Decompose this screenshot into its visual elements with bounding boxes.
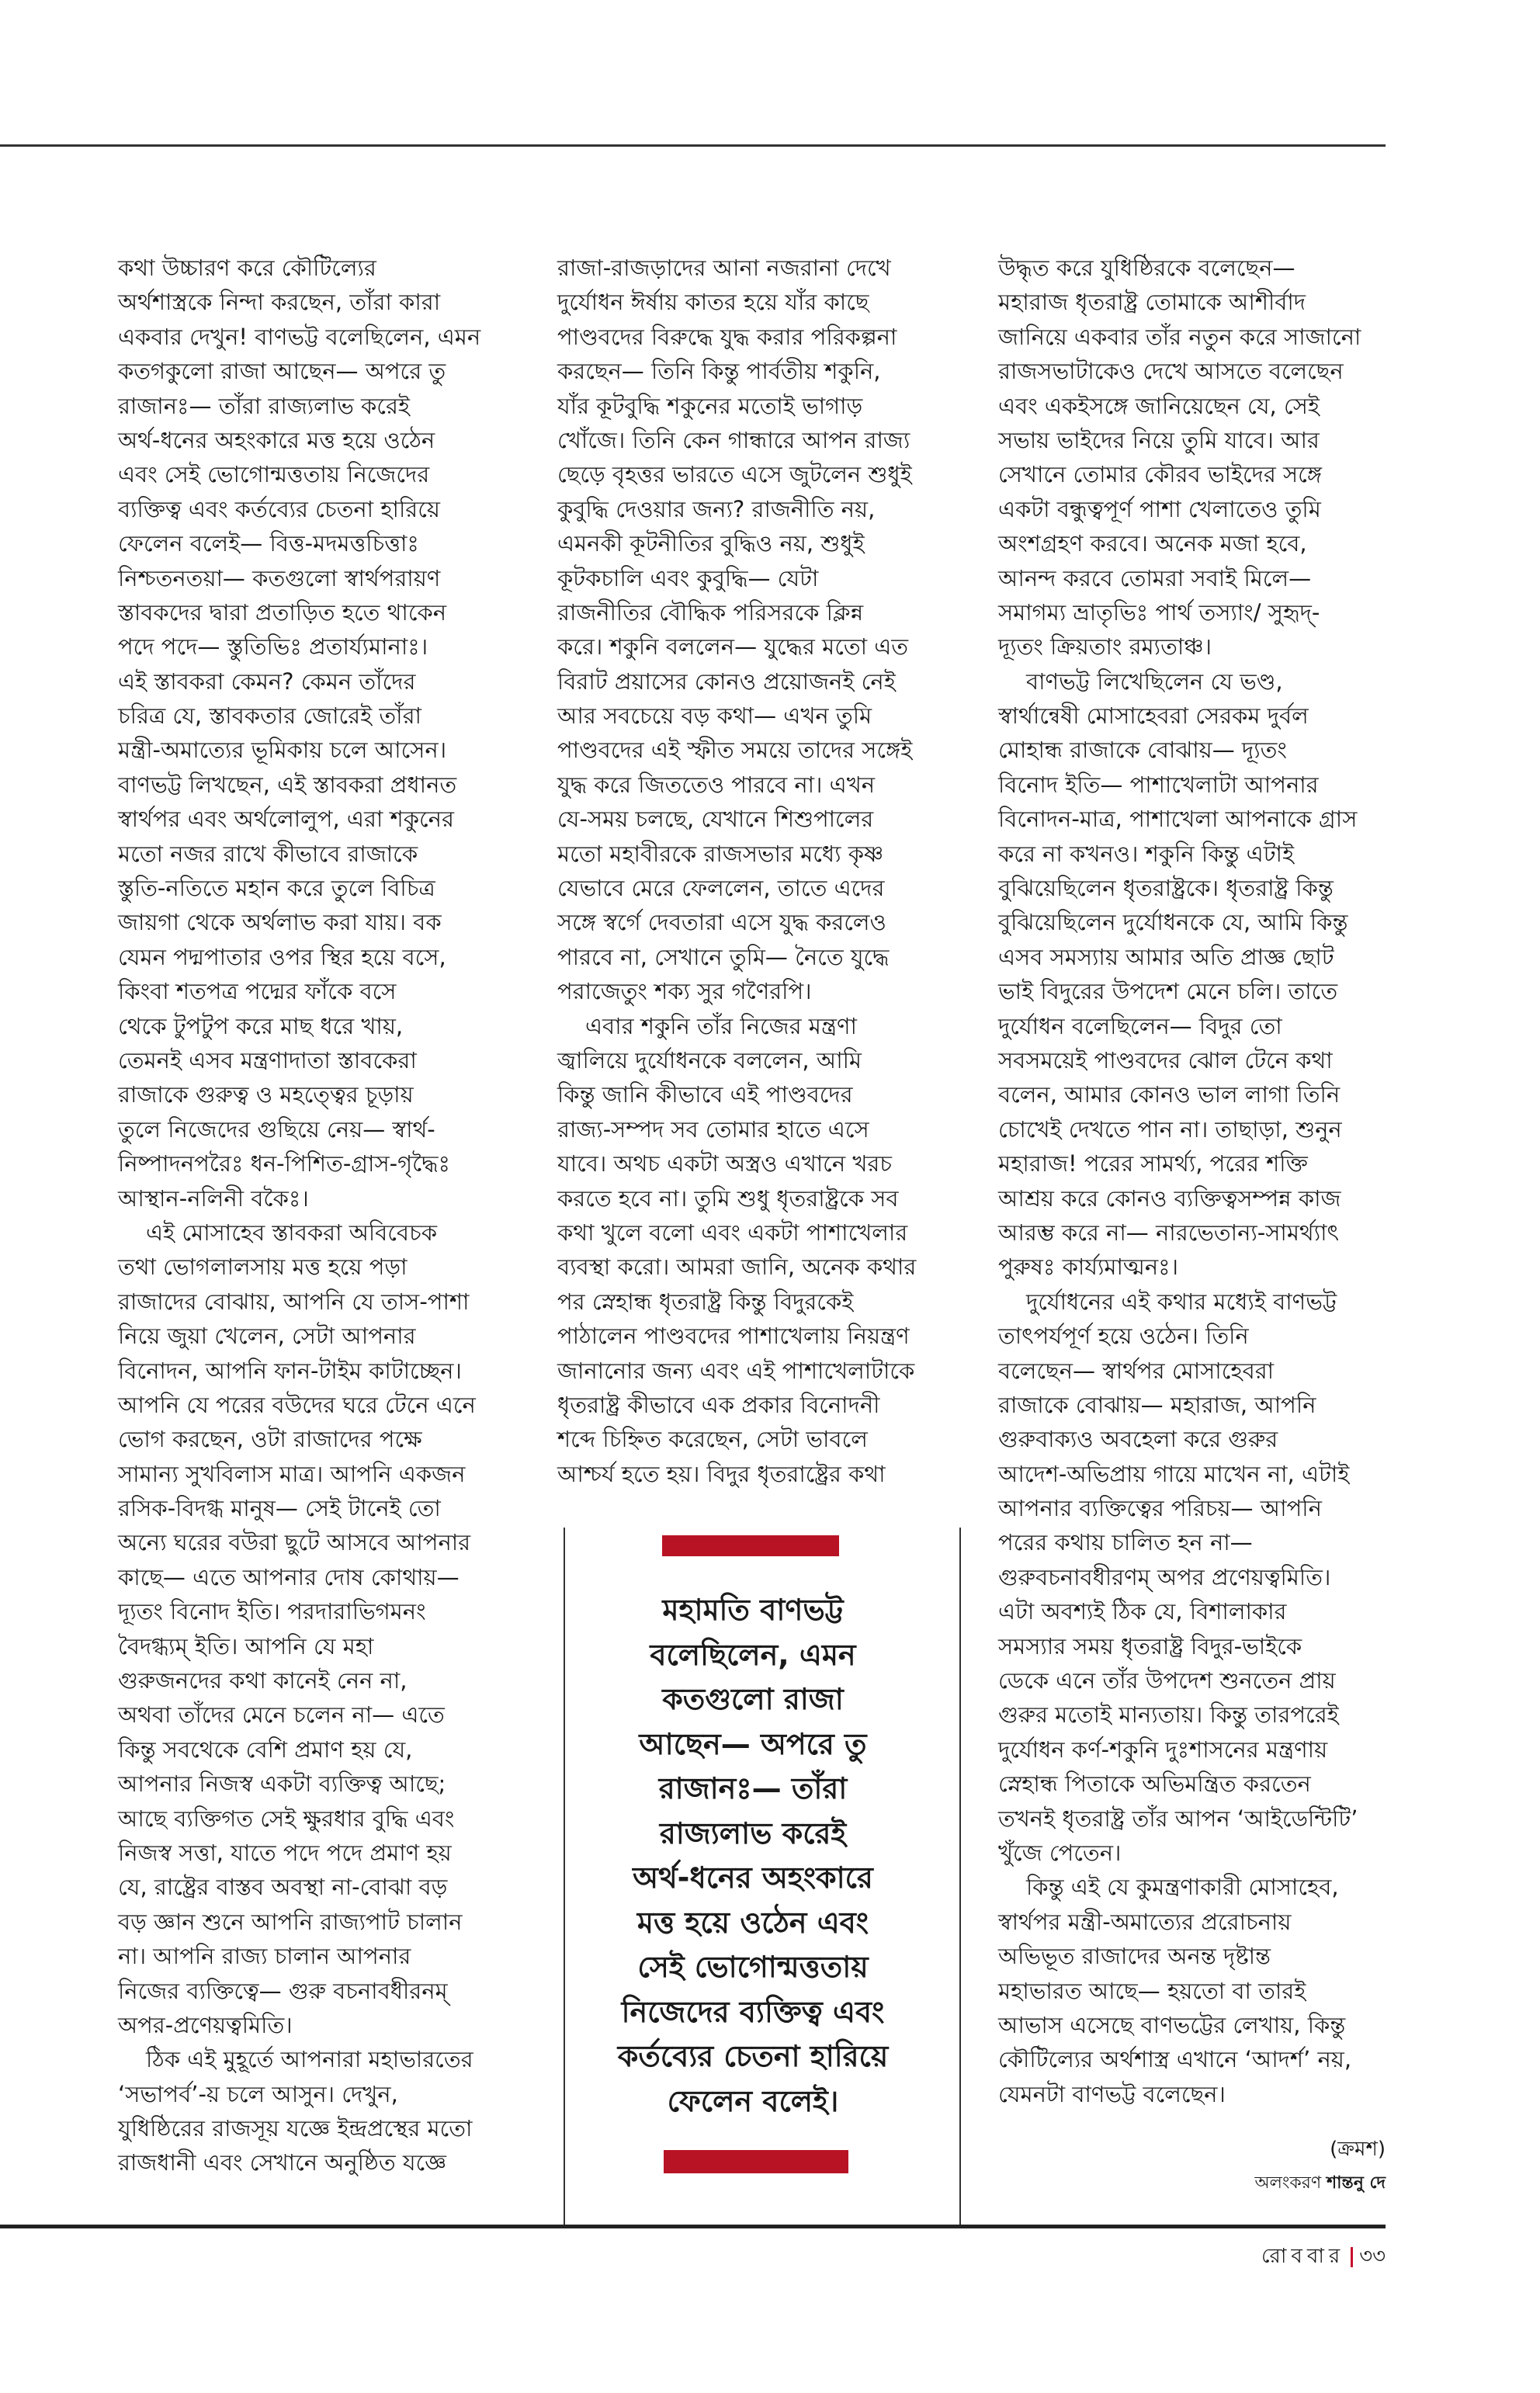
text-line: বুঝিয়েছিলেন ধৃতরাষ্ট্রকে। ধৃতরাষ্ট্র কিন্তু <box>998 875 1334 902</box>
text-line: রাজধানী এবং সেখানে অনুষ্ঠিত যজ্ঞে <box>118 2149 446 2176</box>
text-line: রাজাকে গুরুত্ব ও মহত্ত্বের চূড়ায় <box>118 1081 414 1108</box>
text-line: চরিত্র যে, স্তাবকতার জোরেই তাঁরা <box>118 702 421 730</box>
text-line: বাণভট্ট লিখেছিলেন যে ভণ্ড, <box>1026 668 1283 695</box>
text-line: বলেছেন— স্বার্থপর মোসাহেবরা <box>998 1357 1275 1384</box>
text-line: মহামতি বাণভট্ট <box>662 1593 844 1627</box>
text-line: মন্ত্রী-অমাত্যের ভূমিকায় চলে আসেন। <box>118 737 447 764</box>
text-line: নিজস্ব সত্তা, যাতে পদে পদে প্রমাণ হয় <box>118 1839 452 1866</box>
continued-label: (ক্রমশ) <box>1330 2138 1386 2161</box>
text-line: এই মোসাহেব স্তাবকরা অবিবেচক <box>146 1219 438 1246</box>
text-line: অথবা তাঁদের মেনে চলেন না— এতে <box>118 1701 445 1729</box>
text-line: আনন্দ করবে তোমরা সবাই মিলে— <box>998 564 1312 591</box>
text-line: এমনকী কূটনীতির বুদ্ধিও নয়, শুধুই <box>557 530 865 557</box>
text-line: ফেলেন বলেই। <box>667 2083 839 2118</box>
pull-quote <box>574 1588 931 2124</box>
text-line: নিষ্পাদনপরৈঃ ধন-পিশিত-গ্রাস-গৃদ্ধৈঃ <box>118 1150 450 1177</box>
text-line: উদ্ধৃত করে যুধিষ্ঠিরকে বলেছেন— <box>998 255 1295 281</box>
text-line: ধৃতরাষ্ট্র কীভাবে এক প্রকার বিনোদনী <box>557 1391 880 1418</box>
text-line: নিজের ব্যক্তিত্বে— গুরু বচনাবধীরনম্ <box>118 1977 448 2004</box>
text-line: এবং সেই ভোগোন্মত্ততায় নিজেদের <box>118 461 430 488</box>
text-line: বিনোদ ইতি— পাশাখেলাটা আপনার <box>998 771 1319 798</box>
text-line: ডেকে এনে তাঁর উপদেশ শুনতেন প্রায় <box>998 1667 1336 1694</box>
text-line: শব্দে চিহ্নিত করেছেন, সেটা ভাবলে <box>557 1426 868 1453</box>
text-line: করে। শকুনি বললেন— যুদ্ধের মতো এত <box>557 633 909 661</box>
text-line: অংশগ্রহণ করবে। অনেক মজা হবে, <box>998 530 1307 557</box>
text-line: আরম্ভ করে না— নারভেতান্য-সামর্থ্যাৎ <box>998 1219 1340 1246</box>
text-line: গুরুবচনাবধীরণম্ অপর প্রণেয়ত্বমিতি। <box>998 1563 1331 1590</box>
text-line: থেকে টুপটুপ করে মাছ ধরে খায়, <box>118 1012 404 1039</box>
page-number: ৩৩ <box>1359 2245 1386 2268</box>
magazine-name: রোববার <box>1261 2245 1345 2268</box>
text-line: কৌটিল্যের অর্থশাস্ত্র এখানে ‘আদর্শ’ নয়, <box>998 2046 1352 2073</box>
text-line: অর্থ-ধনের অহংকারে মত্ত হয়ে ওঠেন <box>118 426 435 453</box>
text-line: যুধিষ্ঠিরের রাজসূয় যজ্ঞে ইন্দ্রপ্রস্থের মতো <box>118 2115 473 2142</box>
text-line: মহাভারত আছে— হয়তো বা তারই <box>998 1977 1306 2004</box>
text-line: বাণভট্ট লিখছেন, এই স্তাবকরা প্রধানত <box>118 771 457 798</box>
text-line: জানানোর জন্য এবং এই পাশাখেলাটাকে <box>557 1357 915 1384</box>
text-line: সেখানে তোমার কৌরব ভাইদের সঙ্গে <box>998 461 1323 488</box>
text-line: আশ্চর্য হতে হয়। বিদুর ধৃতরাষ্ট্রের কথা <box>557 1460 886 1487</box>
footer-separator <box>1351 2247 1353 2267</box>
text-line: পর স্নেহান্ধ ধৃতরাষ্ট্র কিন্তু বিদুরকেই <box>557 1288 854 1315</box>
text-line: ব্যক্তিত্ব এবং কর্তব্যের চেতনা হারিয়ে <box>118 495 440 522</box>
text-line: আছেন— অপরে তু <box>639 1726 867 1761</box>
text-line: কিংবা শতপত্র পদ্মের ফাঁকে বসে <box>118 978 397 1005</box>
text-line: এবার শকুনি তাঁর নিজের মন্ত্রণা <box>585 1012 857 1039</box>
text-line: এটা অবশ্যই ঠিক যে, বিশালাকার <box>998 1598 1287 1625</box>
text-line: আশ্রয় করে কোনও ব্যক্তিত্বসম্পন্ন কাজ <box>998 1184 1341 1212</box>
text-line: আপনার নিজস্ব একটা ব্যক্তিত্ব আছে; <box>118 1770 446 1798</box>
text-line: ছেড়ে বৃহত্তর ভারতে এসে জুটলেন শুধুই <box>557 461 912 488</box>
text-line: পারবে না, সেখানে তুমি— নৈতে যুদ্ধে <box>557 943 890 970</box>
text-line: ভোগ করছেন, ওটা রাজাদের পক্ষে <box>118 1426 422 1453</box>
text-line: যে, রাষ্ট্রের বাস্তব অবস্থা না-বোঝা বড় <box>118 1874 448 1901</box>
text-line: রাজানঃ— তাঁরা রাজ্যলাভ করেই <box>118 392 410 419</box>
article-column-1 <box>118 251 522 2180</box>
text-line: কাছে— এতে আপনার দোষ কোথায়— <box>118 1563 460 1590</box>
text-line: রাজা-রাজড়াদের আনা নজরানা দেখে <box>557 255 891 281</box>
text-line: সামান্য সুখবিলাস মাত্র। আপনি একজন <box>118 1460 466 1487</box>
text-line: রাজ্য-সম্পদ সব তোমার হাতে এসে <box>557 1115 869 1143</box>
text-line: যাবে। অথচ একটা অস্ত্রও এখানে খরচ <box>557 1150 893 1177</box>
pull-quote-top-bar <box>662 1535 839 1556</box>
text-line: সবসময়েই পাণ্ডবদের ঝোল টেনে কথা <box>998 1046 1333 1073</box>
top-rule <box>0 144 1386 147</box>
text-line: কতগুলো রাজা <box>662 1682 844 1716</box>
text-line: অপর-প্রণেয়ত্বমিতি। <box>118 2011 293 2038</box>
text-line: আছে ব্যক্তিগত সেই ক্ষুরধার বুদ্ধি এবং <box>118 1805 455 1832</box>
text-line: ‘সভাপর্ব’-য় চলে আসুন। দেখুন, <box>118 2080 398 2107</box>
text-line: সমাগম্য ভ্রাতৃভিঃ পার্থ তস্যাং/ সুহৃদ্- <box>998 598 1320 626</box>
text-line: কূটকচালি এবং কুবুদ্ধি— যেটা <box>557 564 819 591</box>
text-line: বিরাট প্রয়াসের কোনও প্রয়োজনই নেই <box>557 668 896 695</box>
text-line: কর্তব্যের চেতনা হারিয়ে <box>617 2039 889 2073</box>
text-line: করছেন— তিনি কিন্তু পার্বতীয় শকুনি, <box>557 358 881 385</box>
text-line: রাজনীতির বৌদ্ধিক পরিসরকে ক্লিন্ন <box>557 598 864 626</box>
text-line: দ্যূতং বিনোদ ইতি। পরদারাভিগমনং <box>118 1598 426 1625</box>
text-line: রাজ্যলাভ করেই <box>659 1816 847 1850</box>
text-line: সেই ভোগোন্মত্ততায় <box>637 1950 869 1984</box>
text-line: ভাই বিদুরের উপদেশ মেনে চলি। তাতে <box>998 978 1338 1005</box>
text-line: পাঠালেন পাণ্ডবদের পাশাখেলায় নিয়ন্ত্রণ <box>557 1323 910 1350</box>
text-line: রসিক-বিদগ্ধ মানুষ— সেই টানেই তো <box>118 1495 441 1522</box>
text-line: নিয়ে জুয়া খেলেন, সেটা আপনার <box>118 1323 416 1350</box>
text-line: সভায় ভাইদের নিয়ে তুমি যাবে। আর <box>998 426 1320 453</box>
text-line: বলেছিলেন, এমন <box>650 1637 856 1672</box>
text-line: আপনি যে পরের বউদের ঘরে টেনে এনে <box>118 1391 476 1418</box>
illustration-credit <box>1254 2169 1386 2198</box>
column-divider <box>564 1528 565 2226</box>
text-line: পদে পদে— স্তুতিভিঃ প্রতার্য্যমানাঃ। <box>118 633 428 661</box>
text-line: দুর্যোধন বলেছিলেন— বিদুর তো <box>998 1012 1282 1039</box>
text-line: যুদ্ধ করে জিততেও পারবে না। এখন <box>557 771 876 798</box>
text-line: পরের কথায় চালিত হন না— <box>998 1529 1253 1556</box>
text-line: যেমন পদ্মপাতার ওপর স্থির হয়ে বসে, <box>118 943 446 970</box>
text-line: ফেলেন বলেই— বিত্ত-মদমত্তচিত্তাঃ <box>118 530 419 557</box>
article-column-2 <box>557 251 953 1491</box>
text-line: খুঁজে পেতেন। <box>998 1839 1122 1866</box>
text-line: আদেশ-অভিপ্রায় গায়ে মাখেন না, এটাই <box>998 1460 1350 1487</box>
column-divider <box>959 1528 961 2226</box>
text-line: আপনার ব্যক্তিত্বের পরিচয়— আপনি <box>998 1495 1322 1522</box>
text-line: ঠিক এই মুহূর্তে আপনারা মহাভারতের <box>146 2046 473 2073</box>
text-line: তথা ভোগলালসায় মত্ত হয়ে পড়া <box>118 1254 408 1281</box>
text-line: পাণ্ডবদের বিরুদ্ধে যুদ্ধ করার পরিকল্পনা <box>557 323 897 350</box>
text-line: তখনই ধৃতরাষ্ট্র তাঁর আপন ‘আইডেন্টিটি’ <box>998 1805 1358 1832</box>
text-line: এই স্তাবকরা কেমন? কেমন তাঁদের <box>118 668 416 695</box>
credit-name: শান্তনু দে <box>1327 2173 1386 2193</box>
text-line: বড় জ্ঞান শুনে আপনি রাজ্যপাট চালান <box>118 1908 463 1935</box>
text-line: না। আপনি রাজ্য চালান আপনার <box>118 1943 411 1970</box>
text-line: সঙ্গে স্বর্গে দেবতারা এসে যুদ্ধ করলেও <box>557 909 886 936</box>
text-line: মোহান্ধ রাজাকে বোঝায়— দ্যূতং <box>998 737 1287 764</box>
pull-quote-bottom-bar <box>664 2150 848 2173</box>
text-line: এবং একইসঙ্গে জানিয়েছেন যে, সেই <box>998 392 1320 419</box>
text-line: বুঝিয়েছিলেন দুর্যোধনকে যে, আমি কিন্তু <box>998 909 1348 936</box>
text-line: স্নেহান্ধ পিতাকে অভিমন্ত্রিত করতেন <box>998 1770 1311 1798</box>
text-line: কথা খুলে বলো এবং একটা পাশাখেলার <box>557 1219 908 1246</box>
text-line: আভাস এসেছে বাণভট্টের লেখায়, কিন্তু <box>998 2011 1346 2038</box>
credit-label: অলংকরণ <box>1254 2173 1322 2193</box>
text-line: গুরুজনদের কথা কানেই নেন না, <box>118 1667 408 1694</box>
text-line: বিনোদন-মাত্র, পাশাখেলা আপনাকে গ্রাস <box>998 806 1358 833</box>
text-line: রাজানঃ— তাঁরা <box>658 1771 848 1805</box>
text-line: রাজাকে বোঝায়— মহারাজ, আপনি <box>998 1391 1316 1418</box>
text-line: কিন্তু সবথেকে বেশি প্রমাণ হয় যে, <box>118 1736 413 1763</box>
text-line: গুরুবাক্যও অবহেলা করে গুরুর <box>998 1426 1278 1453</box>
text-line: যেভাবে মেরে ফেললেন, তাতে এদের <box>557 875 885 902</box>
text-line: অর্থ-ধনের অহংকারে <box>633 1861 873 1895</box>
text-line: যেমনটা বাণভট্ট বলেছেন। <box>998 2080 1226 2107</box>
text-line: তুলে নিজেদের গুছিয়ে নেয়— স্বার্থ- <box>118 1115 435 1143</box>
text-line: জ্বালিয়ে দুর্যোধনকে বললেন, আমি <box>557 1046 862 1073</box>
text-line: মতো মহাবীরকে রাজসভার মধ্যে কৃষ্ণ <box>557 840 884 867</box>
text-line: নিশ্চতনতয়া— কতগুলো স্বার্থপরায়ণ <box>118 564 441 591</box>
text-line: পুরুষঃ কার্য্যমাত্মনঃ। <box>998 1254 1179 1281</box>
text-line: করে না কখনও। শকুনি কিন্তু এটাই <box>998 840 1295 867</box>
text-line: পরাজেতুং শক্য সুর গণৈরপি। <box>557 978 812 1005</box>
text-line: ব্যবস্থা করো। আমরা জানি, অনেক কথার <box>557 1254 917 1281</box>
text-line: অর্থশাস্ত্রকে নিন্দা করছেন, তাঁরা কারা <box>118 289 441 316</box>
text-line: পাণ্ডবদের এই স্ফীত সময়ে তাদের সঙ্গেই <box>557 737 913 764</box>
text-line: কুবুদ্ধি দেওয়ার জন্য? রাজনীতি নয়, <box>557 495 876 522</box>
text-line: দুর্যোধন কর্ণ-শকুনি দুঃশাসনের মন্ত্রণায় <box>998 1736 1328 1763</box>
text-line: এসব সমস্যায় আমার অতি প্রাজ্ঞ ছোট <box>998 943 1334 970</box>
text-line: আর সবচেয়ে বড় কথা— এখন তুমি <box>557 702 872 730</box>
text-line: কথা উচ্চারণ করে কৌটিল্যের <box>118 255 376 281</box>
text-line: একবার দেখুন! বাণভট্ট বলেছিলেন, এমন <box>118 323 481 350</box>
text-line: মহারাজ ধৃতরাষ্ট্র তোমাকে আশীর্বাদ <box>998 289 1306 316</box>
page-footer <box>1261 2240 1386 2274</box>
text-line: বৈদগ্ধ্যম্ ইতি। আপনি যে মহা <box>118 1632 374 1659</box>
text-line: স্তুতি-নতিতে মহান করে তুলে বিচিত্র <box>118 875 435 902</box>
text-line: স্তাবকদের দ্বারা প্রতাড়িত হতে থাকেন <box>118 598 447 626</box>
text-line: মত্ত হয়ে ওঠেন এবং <box>636 1905 869 1940</box>
text-line: বিনোদন, আপনি ফান-টাইম কাটাচ্ছেন। <box>118 1357 462 1384</box>
text-line: জানিয়ে একবার তাঁর নতুন করে সাজানো <box>998 323 1361 350</box>
text-line: তেমনই এসব মন্ত্রণাদাতা স্তাবকেরা <box>118 1046 417 1073</box>
text-line: মতো নজর রাখে কীভাবে রাজাকে <box>118 840 418 867</box>
text-line: রাজাদের বোঝায়, আপনি যে তাস-পাশা <box>118 1288 470 1315</box>
text-line: কিন্তু এই যে কুমন্ত্রণাকারী মোসাহেব, <box>1026 1874 1339 1901</box>
text-line: যাঁর কূটবুদ্ধি শকুনের মতোই ভাগাড় <box>557 392 863 419</box>
text-line: গুরুর মতোই মান্যতায়। কিন্তু তারপরেই <box>998 1701 1339 1729</box>
text-line: খোঁজে। তিনি কেন গান্ধারে আপন রাজ্য <box>557 426 910 453</box>
text-line: স্বার্থান্বেষী মোসাহেবরা সেরকম দুর্বল <box>998 702 1309 730</box>
text-line: একটা বন্ধুত্বপূর্ণ পাশা খেলাতেও তুমি <box>998 495 1321 522</box>
text-line: বলেন, আমার কোনও ভাল লাগা তিনি <box>998 1081 1341 1108</box>
text-line: সমস্যার সময় ধৃতরাষ্ট্র বিদুর-ভাইকে <box>998 1632 1302 1659</box>
text-line: অন্যে ঘরের বউরা ছুটে আসবে আপনার <box>118 1529 471 1556</box>
text-line: স্বার্থপর মন্ত্রী-অমাত্যের প্ররোচনায় <box>998 1908 1292 1935</box>
bottom-rule <box>0 2225 1386 2228</box>
text-line: যে-সময় চলছে, যেখানে শিশুপালের <box>557 806 874 833</box>
text-line: রাজসভাটাকেও দেখে আসতে বলেছেন <box>998 358 1344 385</box>
text-line: কতগকুলো রাজা আছেন— অপরে তু <box>118 358 446 385</box>
text-line: আস্থান-নলিনী বকৈঃ। <box>118 1184 309 1212</box>
text-line: নিজেদের ব্যক্তিত্ব এবং <box>621 1994 885 2029</box>
text-line: অভিভূত রাজাদের অনন্ত দৃষ্টান্ত <box>998 1943 1271 1970</box>
text-line: কিন্তু জানি কীভাবে এই পাণ্ডবদের <box>557 1081 853 1108</box>
text-line: দ্যূতং ক্রিয়তাং রম্যতাঞ্চ। <box>998 633 1212 661</box>
text-line: স্বার্থপর এবং অর্থলোলুপ, এরা শকুনের <box>118 806 454 833</box>
text-line: জায়গা থেকে অর্থলাভ করা যায়। বক <box>118 909 442 936</box>
text-line: করতে হবে না। তুমি শুধু ধৃতরাষ্ট্রকে সব <box>557 1184 899 1212</box>
text-line: তাৎপর্যপূর্ণ হয়ে ওঠেন। তিনি <box>998 1323 1249 1350</box>
text-line: চোখেই দেখতে পান না। তাছাড়া, শুনুন <box>998 1115 1342 1143</box>
article-column-3 <box>998 251 1386 2111</box>
text-line: দুর্যোধন ঈর্ষায় কাতর হয়ে যাঁর কাছে <box>557 289 869 316</box>
text-line: দুর্যোধনের এই কথার মধ্যেই বাণভট্ট <box>1026 1288 1337 1315</box>
text-line: মহারাজ! পরের সামর্থ্য, পরের শক্তি <box>998 1150 1308 1177</box>
